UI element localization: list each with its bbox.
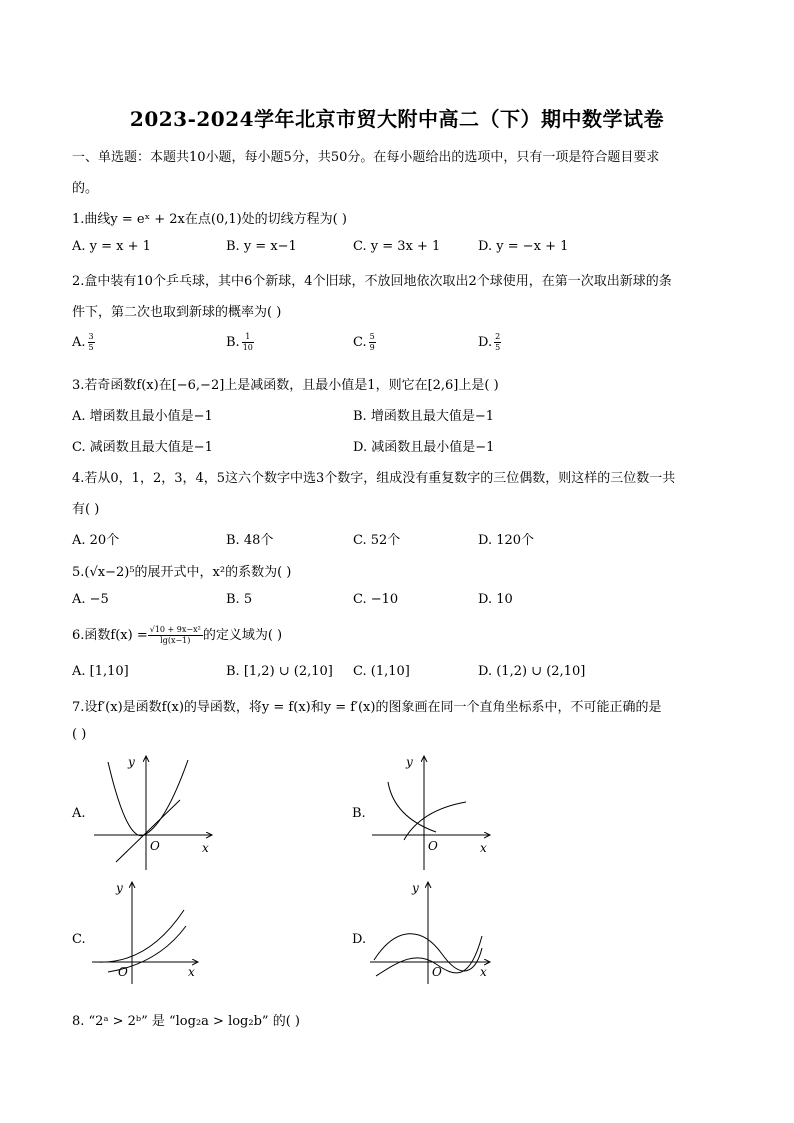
numerator: 2 bbox=[495, 332, 501, 341]
graph-b bbox=[366, 752, 496, 872]
question-3-option-d[interactable]: D. 减函数且最小值是−1 bbox=[353, 440, 495, 455]
curve-f bbox=[98, 910, 184, 962]
question-2-option-a[interactable] bbox=[72, 332, 95, 353]
stem-suffix: 的定义域为( ) bbox=[202, 628, 283, 643]
question-2-stem-line2: 件下，第二次也取到新球的概率为( ) bbox=[72, 305, 282, 320]
question-5-option-b[interactable]: B. 5 bbox=[226, 592, 253, 607]
question-5-stem: 5.(√x−2)⁵的展开式中，x²的系数为( ) bbox=[72, 565, 292, 580]
question-6-option-c[interactable]: C. (1,10] bbox=[353, 664, 410, 679]
graph-b-label[interactable]: B. bbox=[352, 806, 366, 821]
y-label: y bbox=[128, 755, 135, 769]
question-1-stem: 1.曲线y = eˣ + 2x在点(0,1)处的切线方程为( ) bbox=[72, 212, 347, 227]
question-7-stem-line2: ( ) bbox=[72, 727, 87, 742]
question-3-option-a[interactable]: A. 增函数且最小值是−1 bbox=[72, 409, 213, 424]
y-label: y bbox=[406, 755, 413, 769]
origin-label: O bbox=[432, 965, 442, 979]
x-label: x bbox=[188, 965, 195, 979]
graph-c-label[interactable]: C. bbox=[72, 932, 86, 947]
x-label: x bbox=[202, 841, 209, 855]
question-4-option-b[interactable]: B. 48个 bbox=[226, 533, 274, 548]
question-8-stem: 8. “2ᵃ > 2ᵇ” 是 “log₂a > log₂b” 的( ) bbox=[72, 1014, 300, 1029]
question-6-stem bbox=[72, 624, 282, 646]
graph-d-label[interactable]: D. bbox=[352, 932, 367, 947]
y-label: y bbox=[412, 881, 419, 895]
section-heading-line2: 的。 bbox=[72, 181, 99, 196]
stem-prefix: 6.函数f(x) = bbox=[72, 628, 148, 643]
numerator: 3 bbox=[88, 332, 94, 341]
page-title: 2023-2024学年北京市贸大附中高二（下）期中数学试卷 bbox=[129, 107, 665, 131]
question-6-option-b[interactable]: B. [1,2) ∪ (2,10] bbox=[226, 664, 333, 679]
origin-label: O bbox=[428, 839, 438, 853]
question-3-option-c[interactable]: C. 减函数且最大值是−1 bbox=[72, 440, 213, 455]
question-5-option-d[interactable]: D. 10 bbox=[478, 592, 513, 607]
graph-c bbox=[88, 876, 208, 986]
question-4-stem-line2: 有( ) bbox=[72, 502, 100, 517]
curve-f bbox=[108, 760, 188, 836]
question-4-stem-line1: 4.若从0，1，2，3，4，5这六个数字中选3个数字，组成没有重复数字的三位偶数，则这样的三位数一共 bbox=[72, 471, 676, 486]
denominator: 5 bbox=[88, 343, 94, 352]
question-5-option-c[interactable]: C. −10 bbox=[353, 592, 399, 607]
denominator: 9 bbox=[369, 343, 375, 352]
question-4-option-c[interactable]: C. 52个 bbox=[353, 533, 401, 548]
numerator: 5 bbox=[369, 332, 375, 341]
fraction bbox=[369, 332, 376, 353]
question-5-option-a[interactable]: A. −5 bbox=[72, 592, 109, 607]
option-letter: C. bbox=[353, 335, 367, 350]
question-7-stem-line1: 7.设f′(x)是函数f(x)的导函数，将y = f(x)和y = f′(x)的图象画在同一个直角坐标系中，不可能正确的是 bbox=[72, 700, 662, 715]
denominator: 10 bbox=[242, 343, 253, 352]
question-4-option-d[interactable]: D. 120个 bbox=[478, 533, 535, 548]
section-heading-line1: 一、单选题：本题共10小题，每小题5分，共50分。在每小题给出的选项中，只有一项是符合题目要求 bbox=[72, 150, 660, 165]
origin-label: O bbox=[150, 839, 160, 853]
question-3-option-b[interactable]: B. 增函数且最大值是−1 bbox=[353, 409, 494, 424]
origin-label: O bbox=[118, 965, 128, 979]
question-1-option-b[interactable]: B. y = x−1 bbox=[226, 239, 297, 254]
option-letter: D. bbox=[478, 335, 493, 350]
numerator: √10 + 9x−x² bbox=[149, 625, 201, 634]
question-6-option-d[interactable]: D. (1,2) ∪ (2,10] bbox=[478, 664, 586, 679]
fraction bbox=[148, 625, 203, 646]
option-letter: A. bbox=[72, 335, 86, 350]
question-1-option-a[interactable]: A. y = x + 1 bbox=[72, 239, 151, 254]
option-letter: B. bbox=[226, 335, 240, 350]
question-2-option-c[interactable] bbox=[353, 332, 376, 353]
x-label: x bbox=[480, 841, 487, 855]
denominator: lg(x−1) bbox=[160, 636, 191, 645]
question-2-option-d[interactable] bbox=[478, 332, 501, 353]
fraction bbox=[494, 332, 501, 353]
graph-a bbox=[88, 752, 218, 872]
question-2-option-b[interactable] bbox=[226, 332, 254, 353]
y-label: y bbox=[116, 881, 123, 895]
x-label: x bbox=[480, 965, 487, 979]
question-6-option-a[interactable]: A. [1,10] bbox=[72, 664, 129, 679]
graph-d bbox=[366, 876, 496, 986]
fraction bbox=[242, 332, 254, 353]
question-1-option-d[interactable]: D. y = −x + 1 bbox=[478, 239, 569, 254]
fraction bbox=[88, 332, 95, 353]
graph-a-label[interactable]: A. bbox=[72, 806, 86, 821]
question-4-option-a[interactable]: A. 20个 bbox=[72, 533, 120, 548]
line-f-prime bbox=[116, 800, 180, 862]
curve-f-prime bbox=[376, 936, 482, 976]
question-2-stem-line1: 2.盒中装有10个乒乓球，其中6个新球，4个旧球，不放回地依次取出2个球使用，在第一次取出新球的条 bbox=[72, 274, 672, 289]
question-1-option-c[interactable]: C. y = 3x + 1 bbox=[353, 239, 441, 254]
question-3-stem: 3.若奇函数f(x)在[−6,−2]上是减函数，且最小值是1，则它在[2,6]上是( ) bbox=[72, 378, 499, 393]
denominator: 5 bbox=[495, 343, 501, 352]
curve-f bbox=[388, 782, 436, 832]
numerator: 1 bbox=[242, 332, 254, 343]
